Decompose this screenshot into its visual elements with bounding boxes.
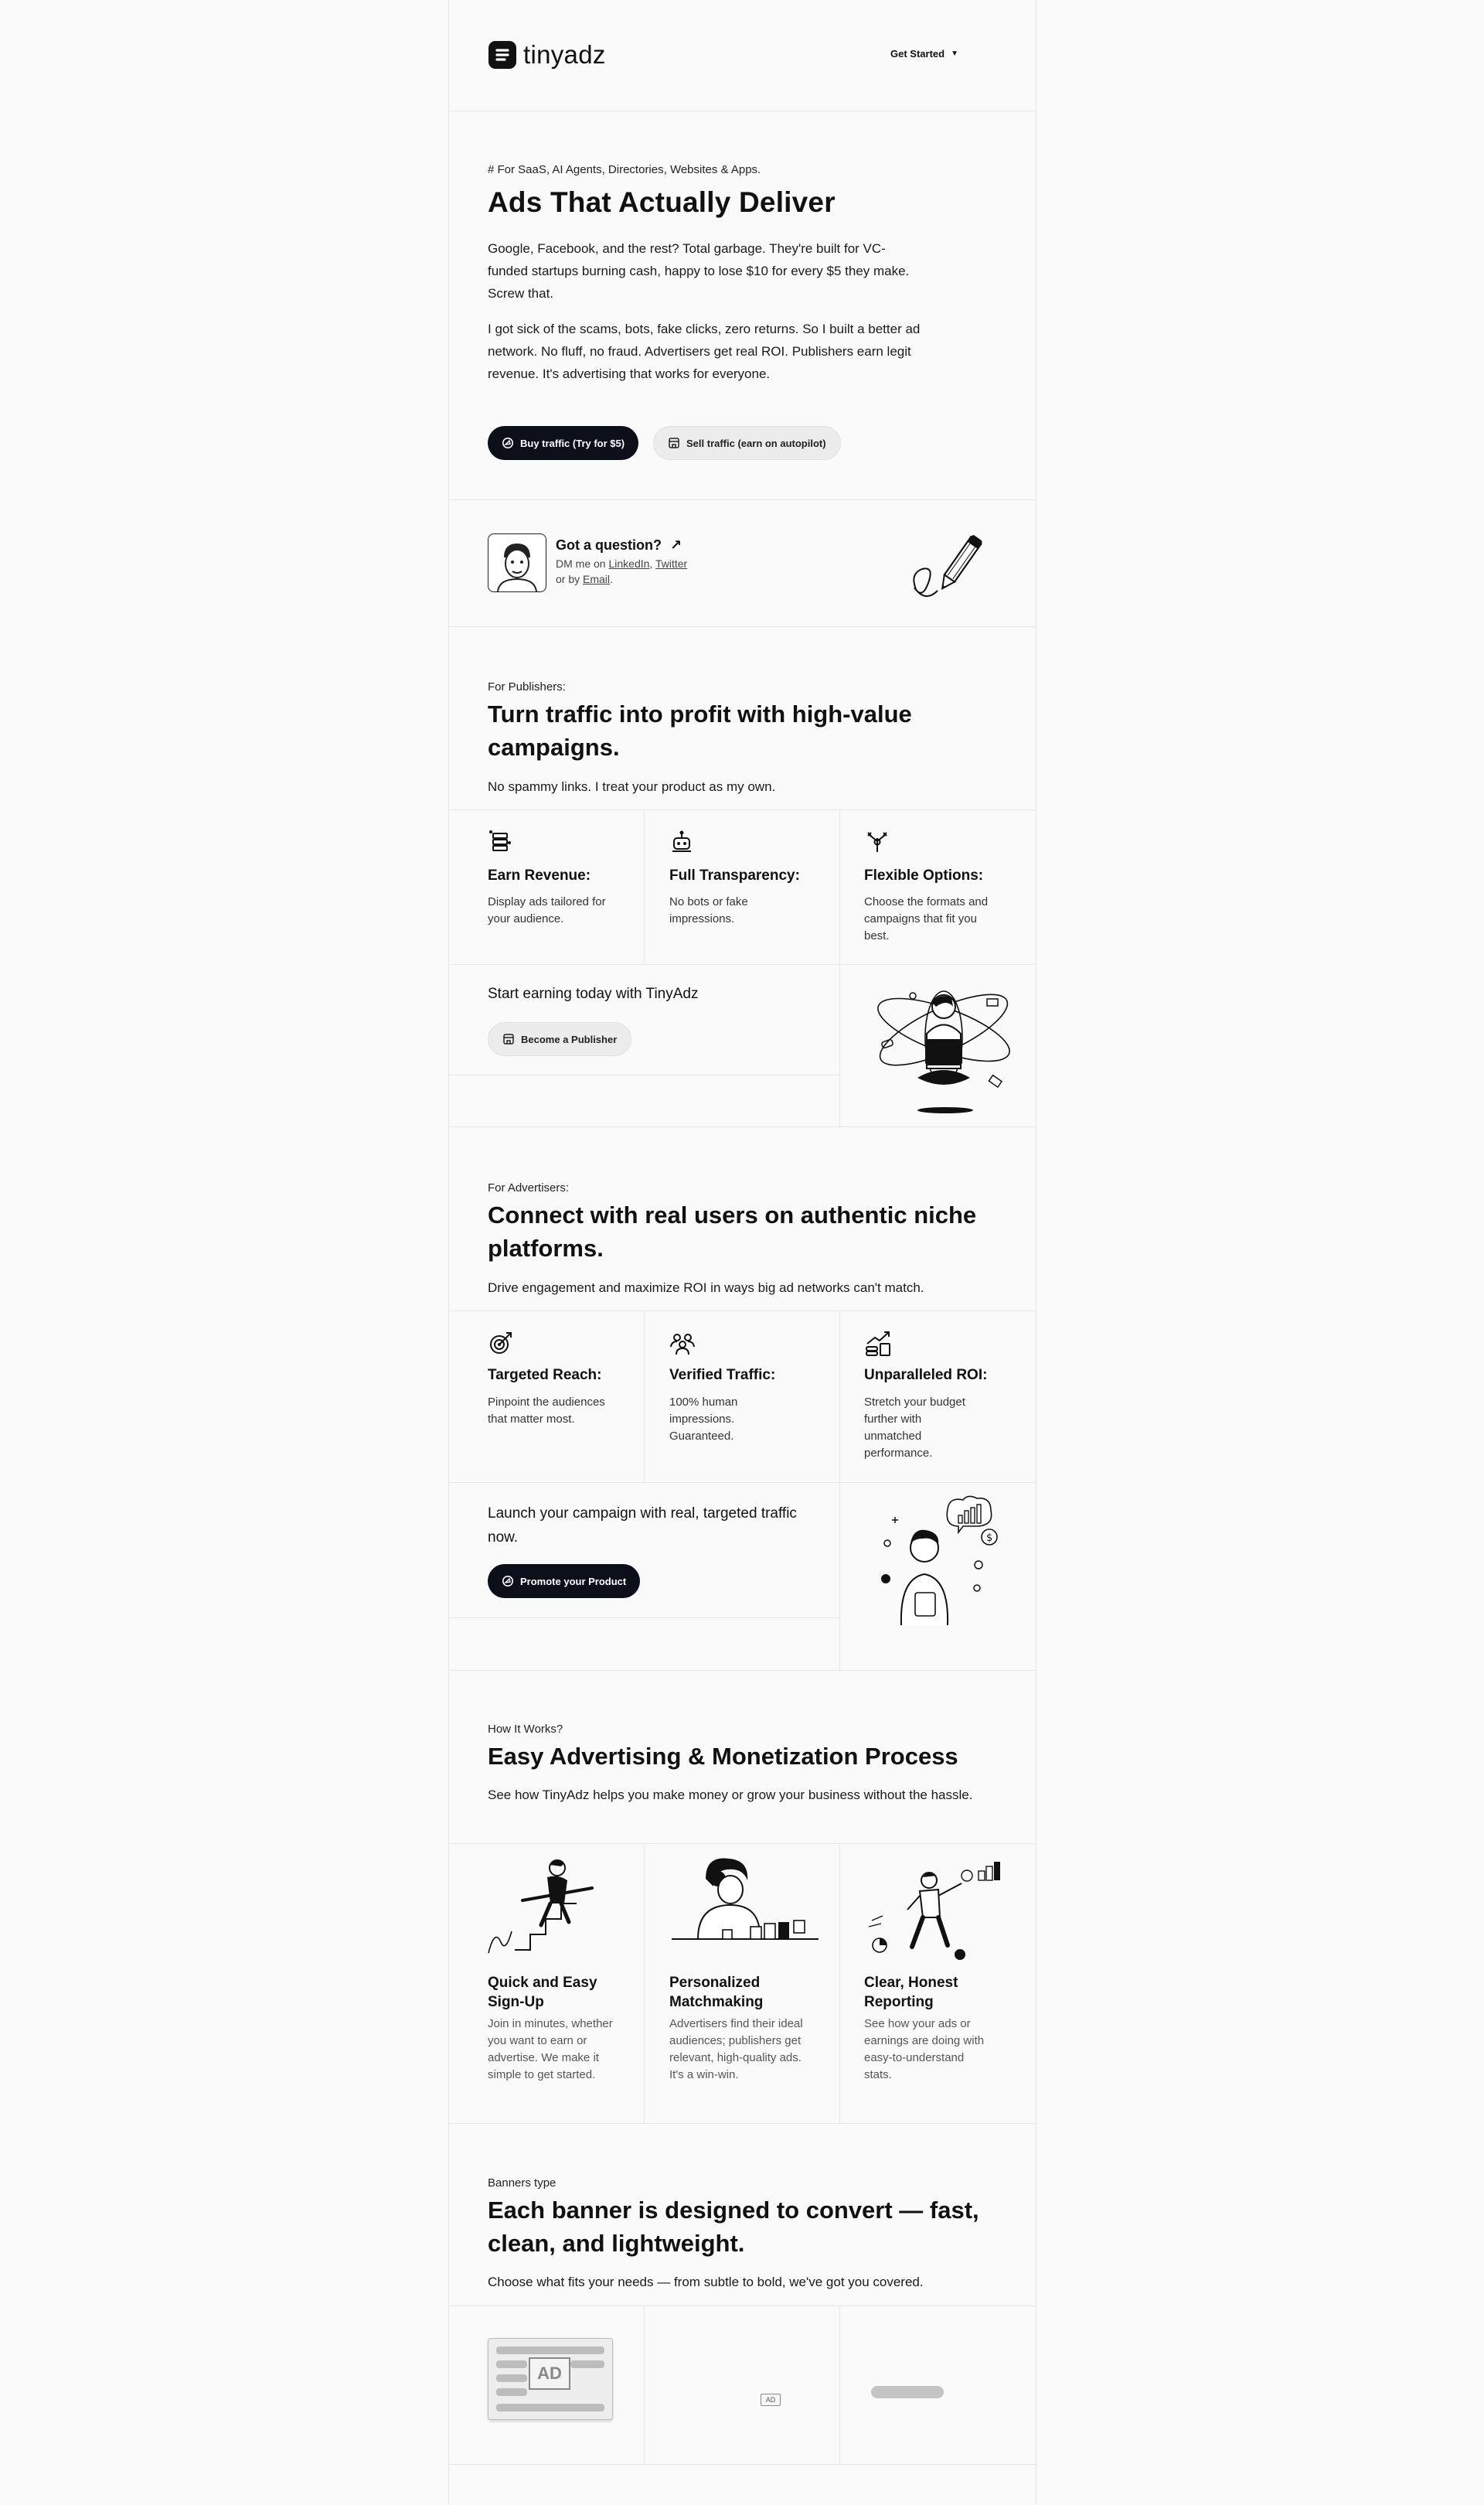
- advertisers-subtitle: Drive engagement and maximize ROI in ways big ad networks can't match.: [488, 1280, 924, 1295]
- feature-title: Verified Traffic:: [669, 1367, 776, 1383]
- hero-title: Ads That Actually Deliver: [488, 186, 836, 218]
- banners-title: Each banner is designed to convert — fast, clean, and lightweight.: [488, 2197, 979, 2257]
- matchmaking-illustration: [667, 1856, 822, 1964]
- step-title: Personalized Matchmaking: [669, 1975, 764, 2010]
- contact-title-text: Got a question?: [556, 537, 662, 553]
- svg-text:$: $: [986, 1532, 993, 1544]
- feature-desc: 100% human impressions. Guaranteed.: [669, 1396, 738, 1443]
- feature-title: Flexible Options:: [864, 867, 984, 884]
- store-icon: [668, 437, 680, 449]
- step-desc: Advertisers find their ideal audiences; publishers get relevant, high-quality ads. It's a win-win.: [669, 2017, 803, 2081]
- feature-title: Earn Revenue:: [488, 867, 591, 884]
- caret-down-icon: ▼: [951, 49, 958, 58]
- banner-large-preview[interactable]: [488, 2338, 613, 2420]
- ad-label: AD: [529, 2357, 570, 2390]
- buy-traffic-button[interactable]: [488, 426, 638, 460]
- become-publisher-label: Become a Publisher: [521, 1033, 618, 1045]
- step-title: Clear, Honest Reporting: [864, 1975, 958, 2010]
- buy-traffic-label: Buy traffic (Try for $5): [520, 437, 625, 449]
- become-publisher-button[interactable]: [488, 1022, 631, 1056]
- email-link[interactable]: Email: [583, 573, 611, 585]
- hero-paragraph-1: Google, Facebook, and the rest? Total garbage. They're built for VC-funded startups burning cash, happy to lose $10 for every $5 they make. Screw that.: [488, 241, 910, 301]
- feature-desc: Choose the formats and campaigns that fit you best.: [864, 895, 989, 942]
- reporting-illustration: [863, 1856, 1017, 1964]
- advertisers-tag: For Advertisers:: [488, 1181, 570, 1195]
- avatar: [488, 533, 546, 592]
- advertiser-cta-text: Launch your campaign with real, targeted traffic now.: [488, 1505, 797, 1546]
- revenue-stack-icon: [488, 829, 512, 854]
- publishers-tag: For Publishers:: [488, 680, 566, 694]
- sell-traffic-button[interactable]: [653, 426, 841, 460]
- hero-tag: # For SaaS, AI Agents, Directories, Websites & Apps.: [488, 163, 761, 176]
- publisher-cta-text: Start earning today with TinyAdz: [488, 986, 699, 1002]
- sell-traffic-label: Sell traffic (earn on autopilot): [686, 437, 826, 449]
- feature-desc: Pinpoint the audiences that matter most.: [488, 1396, 605, 1426]
- contact-line-1: DM me on LinkedIn, Twitter: [556, 557, 688, 570]
- process-tag: How It Works?: [488, 1723, 563, 1736]
- step-desc: Join in minutes, whether you want to earn or advertise. We make it simple to get started.: [488, 2017, 613, 2081]
- step-desc: See how your ads or earnings are doing with easy-to-understand stats.: [864, 2017, 985, 2081]
- logo[interactable]: [488, 40, 606, 70]
- roi-growth-icon: [864, 1330, 892, 1356]
- contact-line-2: or by Email.: [556, 573, 613, 585]
- banner-small-preview[interactable]: AD: [761, 2394, 781, 2406]
- publishers-subtitle: No spammy links. I treat your product as my own.: [488, 779, 776, 794]
- users-group-icon: [669, 1330, 696, 1356]
- feature-desc: No bots or fake impressions.: [669, 895, 748, 925]
- robot-icon: [669, 829, 694, 854]
- feature-title: Unparalleled ROI:: [864, 1367, 988, 1383]
- process-subtitle: See how TinyAdz helps you make money or grow your business without the hassle.: [488, 1788, 973, 1802]
- pencil-drawing-icon: [905, 526, 990, 611]
- feature-desc: Stretch your budget further with unmatched performance.: [864, 1396, 965, 1460]
- twitter-link[interactable]: Twitter: [655, 557, 688, 570]
- advertisers-title: Connect with real users on authentic niche platforms.: [488, 1201, 977, 1262]
- banner-inline-preview[interactable]: [871, 2386, 944, 2398]
- laptop-person-illustration: [866, 976, 1021, 1119]
- signup-stairs-illustration: [484, 1857, 608, 1958]
- promote-product-button[interactable]: [488, 1564, 640, 1598]
- get-started-label: Get Started: [890, 48, 945, 60]
- contact-title: [556, 537, 682, 554]
- get-started-menu[interactable]: [890, 48, 958, 60]
- feature-desc: Display ads tailored for your audience.: [488, 895, 606, 925]
- step-title: Quick and Easy Sign-Up: [488, 1975, 597, 2010]
- publishers-title: Turn traffic into profit with high-value campaigns.: [488, 700, 912, 761]
- store-icon: [502, 1033, 515, 1045]
- promote-product-label: Promote your Product: [520, 1575, 627, 1587]
- logo-text: tinyadz: [523, 40, 606, 69]
- feature-title: Targeted Reach:: [488, 1367, 602, 1383]
- branch-options-icon: [864, 829, 890, 855]
- megaphone-icon: [502, 1575, 514, 1587]
- linkedin-link[interactable]: LinkedIn: [608, 557, 650, 570]
- banners-subtitle: Choose what fits your needs — from subtle to bold, we've got you covered.: [488, 2275, 924, 2289]
- arrow-up-right-icon: ↗: [670, 537, 682, 553]
- page-column: [448, 0, 1036, 2505]
- banners-tag: Banners type: [488, 2176, 556, 2190]
- target-icon: [488, 1330, 514, 1356]
- hero-paragraph-2: I got sick of the scams, bots, fake clicks, zero returns. So I built a better ad network. No fluff, no fraud. Advertisers get real ROI. Publishers earn legit revenue. It's advertising that works for everyone.: [488, 322, 921, 381]
- logo-icon: [488, 40, 517, 70]
- process-title: Easy Advertising & Monetization Process: [488, 1743, 958, 1770]
- marketer-chart-illustration: [878, 1494, 1017, 1641]
- feature-title: Full Transparency:: [669, 867, 800, 884]
- megaphone-icon: [502, 437, 514, 449]
